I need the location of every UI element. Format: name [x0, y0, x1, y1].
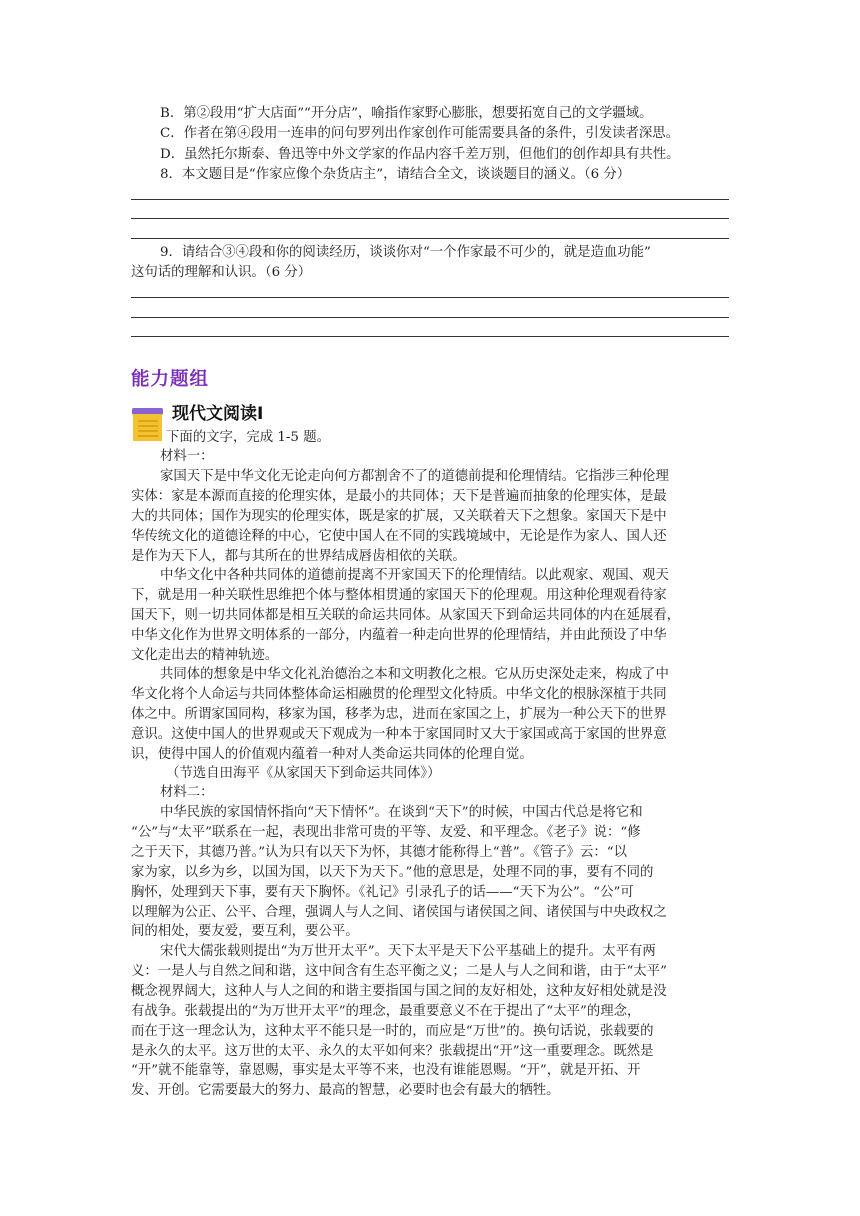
instruction: 下面的文字，完成 1-5 题。	[166, 430, 330, 445]
section-title: 能力题组	[131, 369, 210, 390]
material1-p3-line: 华文化将个人命运与共同体整体命运相融贯的伦理型文化特质。中华文化的根脉深植于共同	[131, 687, 667, 702]
material1-label: 材料一：	[160, 449, 214, 464]
notebook-icon	[131, 406, 164, 442]
answer-line	[131, 297, 729, 298]
material2-p1-line: 间的相处，要友爱，要互利，要公平。	[131, 924, 359, 939]
answer-line	[131, 317, 729, 318]
material1-p2-line: 中华文化中各种共同体的道德前提离不开家国天下的伦理情结。以此观家、观国、观天	[160, 568, 669, 583]
material1-p2-line: 文化走出去的精神轨迹。	[131, 648, 279, 663]
material2-p1-line: 之于天下，其德乃普。”认为只有以天下为怀，其德才能称得上“普”。《管子》云：“以	[131, 845, 628, 860]
material1-p3-line: 体之中。所谓家国同构，移家为国，移孝为忠，进而在家国之上，扩展为一种公天下的世界	[131, 707, 667, 722]
material1-p1-line: 家国天下是中华文化无论走向何方都割舍不了的道德前提和伦理情结。它指涉三种伦理	[160, 469, 669, 484]
material2-p2-line: 发、开创。它需要最大的努力、最高的智慧，必要时也会有最大的牺牲。	[131, 1083, 560, 1098]
material2-p2-line: 宋代大儒张载则提出“为万世开太平”。天下太平是天下公平基础上的提升。太平有两	[160, 944, 656, 959]
material2-p2-line: “开”就不能靠等，靠恩赐，事实是太平等不来，也没有谁能恩赐。“开”，就是开拓、开	[131, 1063, 641, 1078]
material2-p2-line: 概念视界阔大，这种人与人之间的和谐主要指国与国之间的友好相处，这种友好相处就是没	[131, 984, 667, 999]
material2-p1-line: 以理解为公正、公平、合理，强调人与人之间、诸侯国与诸侯国之间、诸侯国与中央政权之	[131, 905, 667, 920]
answer-line	[131, 238, 729, 239]
option-d: D．虽然托尔斯泰、鲁迅等中外文学家的作品内容千差万别，但他们的创作却具有共性。	[160, 147, 680, 162]
option-b: B．第②段用“扩大店面”“开分店”，喻指作家野心膨胀，想要拓宽自己的文学疆域。	[160, 106, 653, 121]
subsection-title: 现代文阅读Ⅰ	[172, 404, 264, 424]
material2-p2-line: 有战争。张载提出的“为万世开太平”的理念，最重要意义不在于提出了“太平”的理念，	[131, 1004, 641, 1019]
answer-line	[131, 199, 729, 200]
material1-p3-line: 共同体的想象是中华文化礼治德治之本和文明教化之根。它从历史深处走来，构成了中	[160, 667, 669, 682]
material1-p1-line: 大的共同体；国作为现实的伦理实体，既是家的扩展，又关联着天下之想象。家国天下是中	[131, 509, 667, 524]
material2-p2-line: 而在于这一理念认为，这种太平不能只是一时的，而应是“万世”的。换句话说，张载要的	[131, 1024, 654, 1039]
material1-p3-line: 意识。这使中国人的世界观或天下观成为一种本于家国同时又大于家国或高于家国的世界意	[131, 727, 667, 742]
material2-p1-line: 中华民族的家国情怀指向“天下情怀”。在谈到“天下”的时候，中国古代总是将它和	[160, 805, 643, 820]
material2-p1-line: 胸怀，处理到天下事，要有天下胸怀。《礼记》引录孔子的话——“天下为公”。“公”可	[131, 885, 634, 900]
material2-label: 材料二：	[160, 785, 214, 800]
material1-p1-line: 华传统文化的道德诠释的中心，它使中国人在不同的实践境域中，无论是作为家人、国人还	[131, 529, 667, 544]
material1-p3-line: 识，使得中国人的价值观内蕴着一种对人类命运共同体的伦理自觉。	[131, 747, 533, 762]
material2-p2-line: 义：一是人与自然之间和谐，这中间含有生态平衡之义；二是人与人之间和谐，由于“太平”	[131, 964, 667, 979]
question-8: 8．本文题目是“作家应像个杂货店主”，请结合全文，谈谈题目的涵义。（6 分）	[160, 167, 631, 182]
material1-source: （节选自田海平《从家国天下到命运共同体》）	[166, 766, 441, 781]
material1-p1-line: 实体：家是本源而直接的伦理实体，是最小的共同体；天下是普遍而抽象的伦理实体，是最	[131, 489, 667, 504]
answer-line	[131, 336, 729, 337]
material1-p1-line: 是作为天下人，都与其所在的世界结成唇齿相依的关联。	[131, 549, 466, 564]
material1-p2-line: 中华文化作为世界文明体系的一部分，内蕴着一种走向世界的伦理情结，并由此预设了中华	[131, 628, 667, 643]
material2-p2-line: 是永久的太平。这万世的太平、永久的太平如何来？张载提出“开”这一重要理念。既然是	[131, 1044, 654, 1059]
option-c: C．作者在第④段用一连串的问句罗列出作家创作可能需要具备的条件，引发读者深思。	[160, 126, 680, 141]
material2-p1-line: “公”与“太平”联系在一起，表现出非常可贵的平等、友爱、和平理念。《老子》说：“修	[131, 825, 641, 840]
question-9-line2: 这句话的理解和认识。（6 分）	[131, 265, 312, 280]
material1-p2-line: 下，就是用一种关联性思维把个体与整体相贯通的家国天下的伦理观。用这种伦理观看待家	[131, 588, 667, 603]
material2-p1-line: 家为家，以乡为乡，以国为国，以天下为天下。”他的意思是，处理不同的事，要有不同的	[131, 865, 654, 880]
answer-line	[131, 218, 729, 219]
question-9-line1: 9．请结合③④段和你的阅读经历，谈谈你对“一个作家最不可少的，就是造血功能”	[160, 245, 651, 260]
material1-p2-line: 国天下，则一切共同体都是相互关联的命运共同体。从家国天下到命运共同体的内在延展看，	[131, 608, 681, 623]
